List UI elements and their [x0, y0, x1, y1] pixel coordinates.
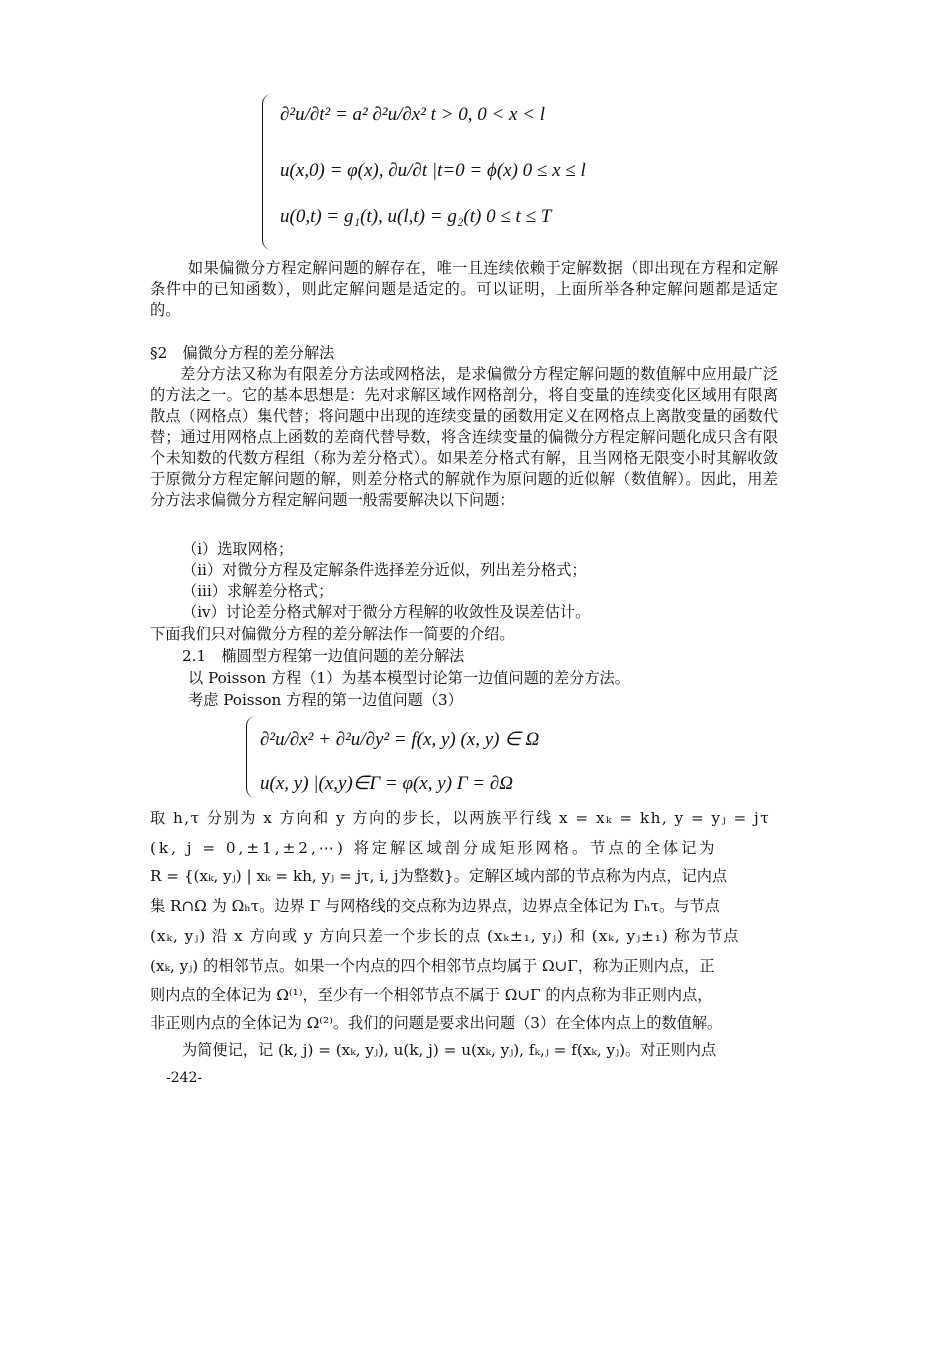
list-item: （iii）求解差分格式； — [182, 582, 334, 600]
paragraph-wellposed: 如果偏微分方程定解问题的解存在，唯一且连续依赖于定解数据（即出现在方程和定解条件中的已知函数），则此定解问题是适定的。可以证明，上面所举各种定解问题都是适定的。 — [150, 259, 778, 319]
paragraph-line: 则内点的全体记为 Ω⁽¹⁾，至少有一个相邻节点不属于 Ω∪Γ 的内点称为非正则内点， — [150, 986, 713, 1004]
left-brace — [246, 716, 257, 798]
equation-line: u(x, y) |(x,y)∈Γ = φ(x, y) Γ = ∂Ω — [260, 773, 513, 794]
paragraph-line: (xₖ, yⱼ) 的相邻节点。如果一个内点的四个相邻节点均属于 Ω∪Γ，称为正则内点，正 — [150, 957, 715, 975]
paragraph-line: R = {(xₖ, yⱼ) | xₖ = kh, yⱼ = jτ, i, j为整数}。定解区域内部的节点称为内点，记内点 — [150, 867, 728, 885]
equation-line: u(x,0) = φ(x), ∂u/∂t |t=0 = ϕ(x) 0 ≤ x ≤ l — [280, 160, 586, 181]
equation-poisson-system — [246, 714, 576, 800]
left-brace — [262, 94, 273, 250]
paragraph-line: 非正则内点的全体记为 Ω⁽²⁾。我们的问题是要求出问题（3）在全体内点上的数值解。 — [150, 1014, 723, 1032]
list-item: （ii）对微分方程及定解条件选择差分近似，列出差分格式； — [182, 561, 587, 579]
paragraph-line: (k, j = 0,±1,±2,⋯) 将定解区域剖分成矩形网格。节点的全体记为 — [150, 839, 718, 857]
paragraph-line: 下面我们只对偏微分方程的差分解法作一简要的介绍。 — [150, 625, 515, 643]
paragraph-intro: 差分方法又称为有限差分方法或网格法，是求偏微分方程定解问题的数值解中应用最广泛的方法之一。它的基本思想是：先对求解区域作网格剖分，将自变量的连续变化区域用有限离散点（网格点）集代替；将问题中出现的连续变量的函数用定义在网格点上离散变量的函数代替；通过用网格点上函数的差商代替导数，将含连续变量的偏微分方程定解问题化成只含有限个未知数的代数方程组（称为差分格式）。如果差分格式有解，且当网格无限变小时其解收敛于原微分方程定解问题的解，则差分格式的解就作为原问题的近似解（数值解）。因此，用差分方法求偏微分方程定解问题一般需要解决以下问题： — [150, 365, 778, 509]
equation-line: ∂²u/∂x² + ∂²u/∂y² = f(x, y) (x, y) ∈ Ω — [260, 729, 540, 750]
subsection-heading: 2.1 椭圆型方程第一边值问题的差分解法 — [182, 647, 465, 665]
paragraph-line: 以 Poisson 方程（1）为基本模型讨论第一边值问题的差分方法。 — [188, 669, 630, 687]
equation-wave-system — [262, 92, 662, 252]
equation-line: u(0,t) = g₁(t), u(l,t) = g₂(t) 0 ≤ t ≤ T — [280, 206, 552, 227]
paragraph-line: (xₖ, yⱼ) 沿 x 方向或 y 方向只差一个步长的点 (xₖ±₁, yⱼ) 和 (xₖ, yⱼ±₁) 称为节点 — [150, 927, 740, 945]
paragraph-line: 为简便记，记 (k, j) = (xₖ, yⱼ), u(k, j) = u(xₖ, yⱼ), fₖ,ⱼ = f(xₖ, yⱼ)。对正则内点 — [182, 1041, 717, 1059]
paragraph-line: 集 R∩Ω 为 Ωₕτ。边界 Γ 与网格线的交点称为边界点，边界点全体记为 Γₕτ。与节点 — [150, 897, 720, 915]
page-number: -242- — [166, 1070, 203, 1086]
equation-line: ∂²u/∂t² = a² ∂²u/∂x² t > 0, 0 < x < l — [280, 104, 546, 125]
paragraph-line: 考虑 Poisson 方程的第一边值问题（3） — [188, 691, 463, 709]
section-heading: §2 偏微分方程的差分解法 — [150, 344, 335, 362]
paragraph-line: 取 h,τ 分别为 x 方向和 y 方向的步长，以两族平行线 x = xₖ = kh, y = yⱼ = jτ — [150, 809, 771, 827]
list-item: （iv）讨论差分格式解对于微分方程解的收敛性及误差估计。 — [182, 603, 591, 621]
list-item: （i）选取网格； — [182, 540, 294, 558]
